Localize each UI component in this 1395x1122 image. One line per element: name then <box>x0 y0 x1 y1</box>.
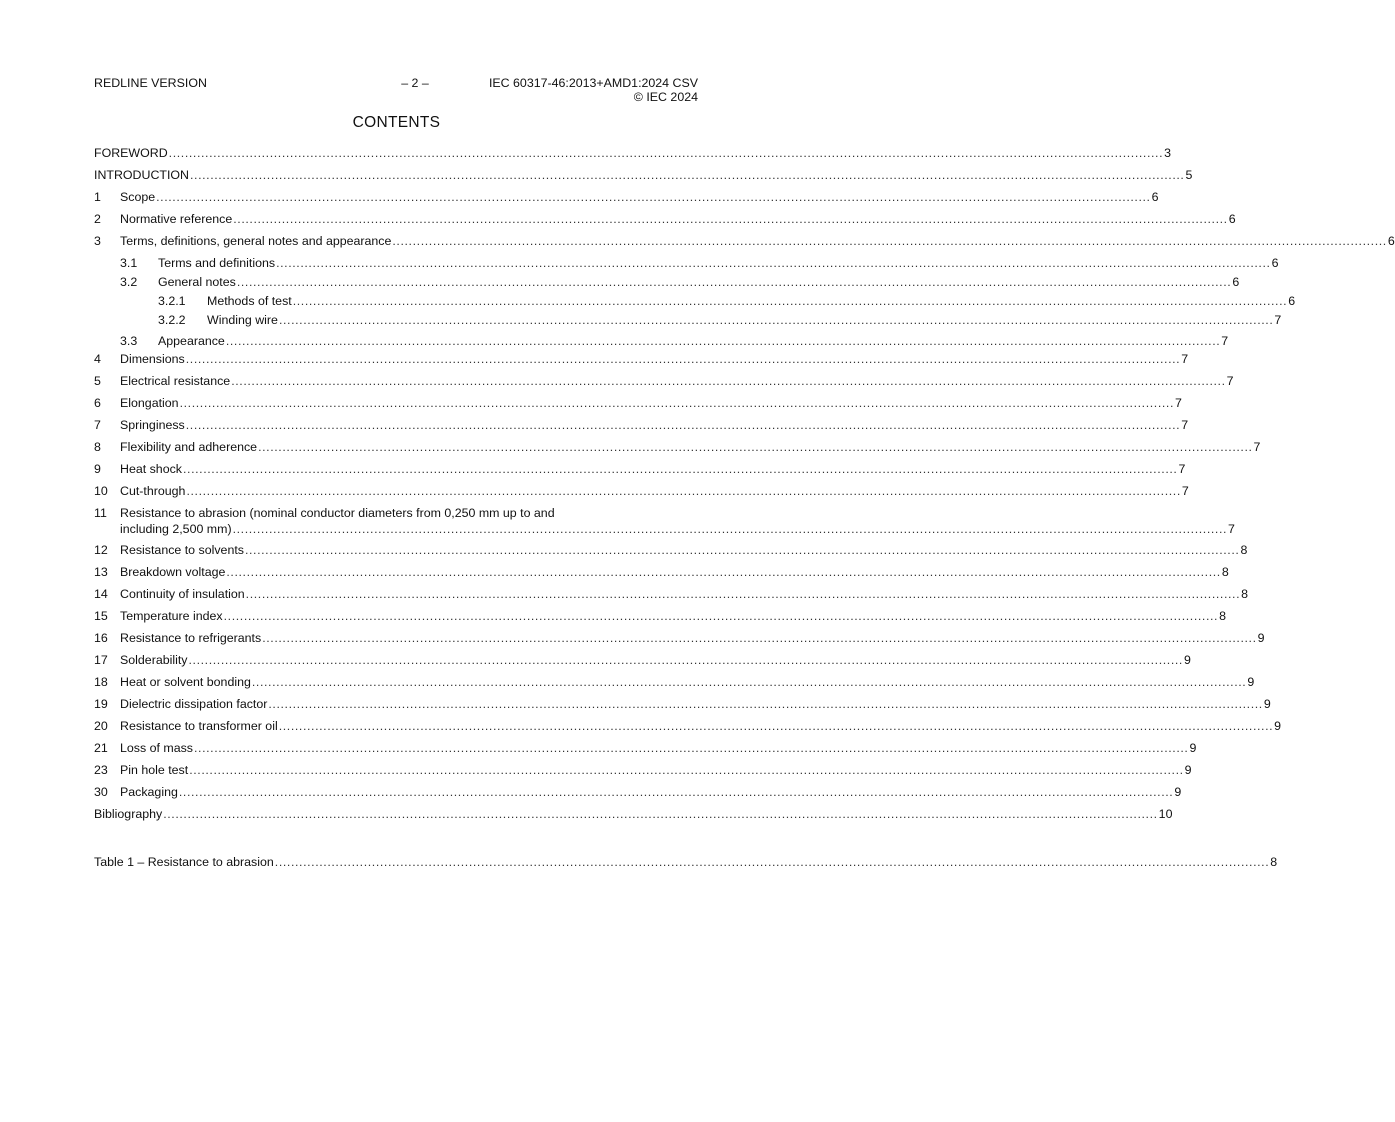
toc-entry-page: 8 <box>1241 587 1249 601</box>
toc-leader-dots <box>252 674 1246 690</box>
toc-entry[interactable] <box>94 608 1226 624</box>
toc-entry[interactable] <box>94 274 1240 290</box>
toc-entry-page: 8 <box>1240 543 1248 557</box>
toc-entry-label: Dielectric dissipation factor <box>120 697 268 711</box>
toc-entry-page: 10 <box>1158 807 1173 821</box>
toc-entry-number: 16 <box>94 631 108 645</box>
toc-entry-label: Resistance to transformer oil <box>120 719 278 733</box>
toc-entry-page: 7 <box>1181 418 1189 432</box>
toc-entry-page: 9 <box>1189 741 1197 755</box>
toc-leader-dots <box>226 333 1220 349</box>
header-copyright: © IEC 2024 <box>633 90 698 104</box>
toc-entry-page: 9 <box>1274 719 1282 733</box>
toc-entry[interactable] <box>94 784 1182 800</box>
toc-entry[interactable] <box>94 333 1229 349</box>
toc-entry-page: 9 <box>1247 675 1255 689</box>
toc-leader-dots <box>233 211 1227 227</box>
toc-entry-number: 13 <box>94 565 108 579</box>
toc-entry-label: Resistance to abrasion (nominal conductor diameters from 0,250 mm up to and <box>120 506 555 520</box>
toc-entry-number: 20 <box>94 719 108 733</box>
toc-entry-page: 9 <box>1183 653 1191 667</box>
toc-entry[interactable] <box>94 674 1255 690</box>
toc-entry-number: 3.2 <box>120 275 138 289</box>
toc-entry-number: 6 <box>94 396 101 410</box>
toc-entry-number: 4 <box>94 352 101 366</box>
page-title: CONTENTS <box>352 114 441 131</box>
toc-entry[interactable] <box>94 718 1282 734</box>
toc-entry[interactable] <box>94 564 1229 580</box>
toc-entry[interactable] <box>94 505 1235 537</box>
toc-entry-page: 8 <box>1270 855 1278 869</box>
toc-entry-number: 8 <box>94 440 101 454</box>
toc-entry-label: Dimensions <box>120 352 185 366</box>
toc-entry-label: Temperature index <box>120 609 223 623</box>
toc-leader-dots <box>186 483 1180 499</box>
toc-entry[interactable] <box>94 740 1197 756</box>
toc-entry-label: Methods of test <box>207 294 292 308</box>
toc-entry-number: 3.2.1 <box>158 294 186 308</box>
toc-entry[interactable] <box>94 395 1182 411</box>
toc-entry-number: 3 <box>94 234 101 248</box>
toc-leader-dots <box>276 255 1270 271</box>
toc-entry-label-continued: including 2,500 mm) <box>120 522 232 536</box>
toc-leader-dots <box>275 854 1269 870</box>
toc-leader-dots <box>226 564 1220 580</box>
toc-leader-dots <box>179 784 1173 800</box>
toc-entry-label: Resistance to refrigerants <box>120 631 262 645</box>
toc-entry-label: Heat or solvent bonding <box>120 675 251 689</box>
toc-entry-page: 7 <box>1228 522 1235 536</box>
toc-entry-label: Breakdown voltage <box>120 565 226 579</box>
toc-entry[interactable] <box>94 806 1173 822</box>
toc-entry[interactable] <box>94 189 1159 205</box>
toc-leader-dots <box>186 351 1180 367</box>
toc-leader-dots <box>156 189 1150 205</box>
toc-entry-label: INTRODUCTION <box>94 168 189 182</box>
toc-entry-number: 23 <box>94 763 108 777</box>
header-standard-code: IEC 60317-46:2013+AMD1:2024 CSV <box>488 76 698 90</box>
toc-entry-label: Loss of mass <box>120 741 193 755</box>
toc-entry[interactable] <box>94 439 1261 455</box>
toc-leader-dots <box>224 608 1218 624</box>
toc-leader-dots <box>262 630 1256 646</box>
toc-entry[interactable] <box>94 854 1278 870</box>
toc-entry-page: 7 <box>1181 352 1189 366</box>
toc-entry[interactable] <box>94 483 1189 499</box>
toc-entry-label: Pin hole test <box>120 763 189 777</box>
toc-entry-label: Flexibility and adherence <box>120 440 258 454</box>
toc-entry-number: 3.2.2 <box>158 313 186 327</box>
toc-entry-label: Table 1 – Resistance to abrasion <box>94 855 274 869</box>
toc-leader-dots <box>190 167 1184 183</box>
toc-leader-dots <box>279 718 1273 734</box>
toc-entry[interactable] <box>94 233 1395 249</box>
toc-leader-dots <box>245 542 1239 558</box>
toc-entry-page: 8 <box>1221 565 1229 579</box>
toc-entry-number: 3.1 <box>120 256 138 270</box>
toc-entry[interactable] <box>94 145 1172 161</box>
page-header <box>94 76 698 108</box>
header-version: REDLINE VERSION <box>94 76 207 90</box>
toc-entry-page: 6 <box>1387 234 1395 248</box>
toc-entry-page: 6 <box>1232 275 1240 289</box>
toc-entry-page: 9 <box>1174 785 1182 799</box>
toc-leader-dots <box>237 274 1231 290</box>
toc-entry-number: 11 <box>94 506 107 520</box>
toc-entry-label: Packaging <box>120 785 178 799</box>
toc-entry[interactable] <box>94 293 1296 309</box>
toc-leader-dots <box>194 740 1188 756</box>
toc-entry-number: 14 <box>94 587 108 601</box>
toc-entry-number: 7 <box>94 418 101 432</box>
toc-entry-number: 18 <box>94 675 108 689</box>
toc-entry[interactable] <box>94 586 1249 602</box>
toc-entry-page: 7 <box>1274 313 1282 327</box>
header-standard-id <box>489 76 698 104</box>
toc-entry-label: Normative reference <box>120 212 233 226</box>
toc-leader-dots <box>189 762 1183 778</box>
toc-entry-number: 9 <box>94 462 101 476</box>
toc-leader-dots <box>279 312 1273 328</box>
toc-entry-label: Terms and definitions <box>158 256 276 270</box>
toc-leader-dots <box>392 233 1386 249</box>
toc-entry-page: 6 <box>1151 190 1159 204</box>
toc-entry-label: General notes <box>158 275 236 289</box>
toc-entry-page: 9 <box>1263 697 1271 711</box>
toc-entry-number: 1 <box>94 190 101 204</box>
toc-entry[interactable] <box>94 652 1191 668</box>
toc-entry-page: 7 <box>1175 396 1182 410</box>
toc-entry-label: Terms, definitions, general notes and appearance <box>120 234 392 248</box>
toc-entry-page: 7 <box>1181 484 1189 498</box>
toc-entry[interactable] <box>94 696 1271 712</box>
toc-entry-label: Heat shock <box>120 462 182 476</box>
toc-entry-label: Scope <box>120 190 156 204</box>
toc-entry-label: Springiness <box>120 418 185 432</box>
toc-leader-dots <box>268 696 1262 712</box>
toc-entry-number: 15 <box>94 609 108 623</box>
toc-entry-label: Continuity of insulation <box>120 587 245 601</box>
toc-entry-label: Resistance to solvents <box>120 543 244 557</box>
toc-entry-label: Electrical resistance <box>120 374 231 388</box>
toc-leader-dots <box>231 373 1225 389</box>
toc-leader-dots <box>169 145 1163 161</box>
toc-entry-label: Bibliography <box>94 807 163 821</box>
toc-entry-page: 3 <box>1164 146 1172 160</box>
toc-entry-number: 12 <box>94 543 108 557</box>
toc-entry-page: 7 <box>1178 462 1186 476</box>
toc-entry[interactable] <box>94 255 1279 271</box>
toc-entry-number: 17 <box>94 653 108 667</box>
toc-entry-page: 9 <box>1257 631 1265 645</box>
toc-entry-page: 7 <box>1226 374 1234 388</box>
toc-entry-number: 2 <box>94 212 101 226</box>
toc-leader-dots <box>233 521 1227 537</box>
toc-entry-page: 6 <box>1288 294 1296 308</box>
toc-leader-dots <box>258 439 1252 455</box>
toc-entry[interactable] <box>94 211 1236 227</box>
toc-entry[interactable] <box>94 630 1265 646</box>
toc-entry-number: 21 <box>94 741 108 755</box>
header-page-number: – 2 – <box>401 76 429 90</box>
toc-entry[interactable] <box>94 762 1192 778</box>
toc-leader-dots <box>246 586 1240 602</box>
toc-leader-dots <box>183 461 1177 477</box>
toc-leader-dots <box>163 806 1157 822</box>
toc-entry[interactable] <box>94 351 1189 367</box>
toc-entry-number: 19 <box>94 697 108 711</box>
toc-leader-dots <box>180 395 1174 411</box>
toc-entry[interactable] <box>94 417 1189 433</box>
toc-entry-page: 7 <box>1253 440 1261 454</box>
toc-entry-page: 6 <box>1228 212 1236 226</box>
toc-entry-label: Elongation <box>120 396 179 410</box>
toc-entry-label: Winding wire <box>207 313 278 327</box>
toc-entry-label: Cut-through <box>120 484 186 498</box>
toc-entry[interactable] <box>94 461 1186 477</box>
toc-entry[interactable] <box>94 542 1248 558</box>
toc-entry-page: 9 <box>1184 763 1192 777</box>
toc-entry-page: 7 <box>1221 334 1229 348</box>
toc-entry-number: 30 <box>94 785 108 799</box>
toc-entry-label: FOREWORD <box>94 146 168 160</box>
toc-entry-page: 5 <box>1185 168 1193 182</box>
toc-leader-dots <box>189 652 1183 668</box>
toc-entry-label: Appearance <box>158 334 225 348</box>
toc-entry-number: 5 <box>94 374 101 388</box>
toc-entry-number: 10 <box>94 484 108 498</box>
toc-leader-dots <box>293 293 1287 309</box>
toc-entry-number: 3.3 <box>120 334 138 348</box>
toc-leader-dots <box>186 417 1180 433</box>
toc-entry[interactable] <box>94 312 1282 328</box>
toc-entry[interactable] <box>94 373 1234 389</box>
toc-entry-page: 8 <box>1219 609 1226 623</box>
toc-entry[interactable] <box>94 167 1193 183</box>
toc-entry-page: 6 <box>1271 256 1279 270</box>
toc-entry-label: Solderability <box>120 653 188 667</box>
